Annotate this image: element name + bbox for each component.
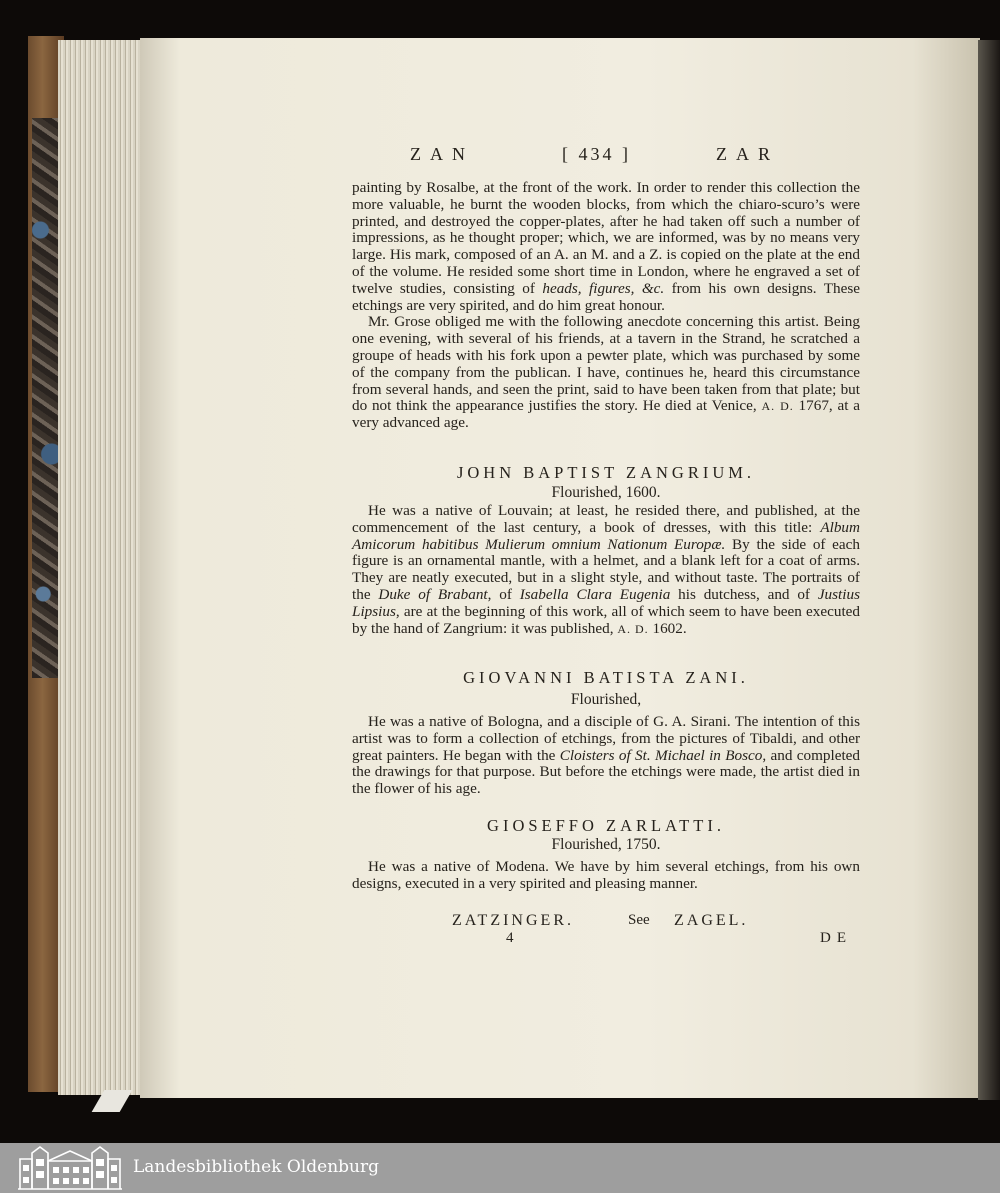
entry-flourished-zarlatti: Flourished, 1750. (551, 836, 661, 853)
entry-heading-zani: GIOVANNI BATISTA ZANI. (463, 668, 749, 687)
cross-reference-target: ZAGEL. (674, 912, 749, 929)
entry-heading-zarlatti: GIOSEFFO ZARLATTI. (487, 816, 725, 835)
entry-flourished-zangrium: Flourished, 1600. (551, 484, 661, 501)
cross-reference-see: See (628, 912, 650, 928)
marbled-endpaper (32, 118, 60, 678)
entry-flourished-zani: Flourished, (570, 691, 642, 708)
header-left: ZAN (410, 144, 474, 164)
header-right: ZAR (716, 144, 779, 164)
library-footer-bar (0, 1143, 1000, 1193)
intro-text: painting by Rosalbe, at the front of the work. In order to render this collection the more valuable, he burnt the wooden blocks, from which the chiaro-scuro’s were printed, and destroyed the copper-plates, after he had taken off such a number of impressions, as he thought proper; which, we are informed, was by no means very large. His mark, composed of an A. an M. and a Z. is copied on the plate at the end of the volume. He resided some short time in London, where he engraved a set of twelve studies, consisting of heads, figures, &c. from his own designs. These etchings are very spirited, and do him great honour. Mr. Grose obliged me with the following anecdote concerning this artist. Being one evening, with several of his friends, at a tavern in the Strand, he scratched a groupe of heads with his fork upon a pewter plate, which was purchased by some of the company from the publican. I have, continues he, heard this circumstance from several hands, and seen the print, said to have been taken from that plate; but do not think the appearance justifies the story. He died at Venice, A. D. 1767, at a very advanced age. (352, 179, 860, 432)
page-footer (352, 912, 860, 952)
entry-heading-zangrium: JOHN BAPTIST ZANGRIUM. (456, 463, 756, 482)
catchword: DE (820, 930, 852, 946)
entry-body-zani: He was a native of Bologna, and a disciple of G. A. Sirani. The intention of this artist was to form a collection of etchings, from the pictures of Tibaldi, and other great painters. He began with the Cloisters of St. Michael in Bosco, and completed the drawings for that purpose. But before the etchings were made, the artist died in the flower of his age. (352, 713, 860, 798)
page-edges (58, 40, 150, 1095)
page-number: [ 434 ] (562, 144, 631, 164)
library-building-logo (18, 1145, 122, 1191)
running-header (352, 144, 860, 168)
library-name: Landesbibliothek Oldenburg (133, 1157, 380, 1177)
cross-reference-name: ZATZINGER. (452, 912, 574, 929)
page-gutter-shadow (978, 40, 1000, 1100)
entry-body-zarlatti: He was a native of Modena. We have by him several etchings, from his own designs, executed in a very spirited and pleasing manner. (352, 858, 860, 892)
signature-mark: 4 (506, 930, 514, 946)
entry-body-zangrium: He was a native of Louvain; at least, he resided there, and published, at the commencement of the last century, a book of dresses, with this title: Album Amicorum habitibus Mulierum omnium Nationum Europæ. By the side of each figure is an ornamental mantle, with a helmet, and a blank left for a coat of arms. They are neatly executed, but in a slight style, and without taste. The portraits of the Duke of Brabant, of Isabella Clara Eugenia his dutchess, and of Justius Lipsius, are at the beginning of this work, all of which seem to have been executed by the hand of Zangrium: it was published, A. D. 1602. (352, 502, 861, 637)
